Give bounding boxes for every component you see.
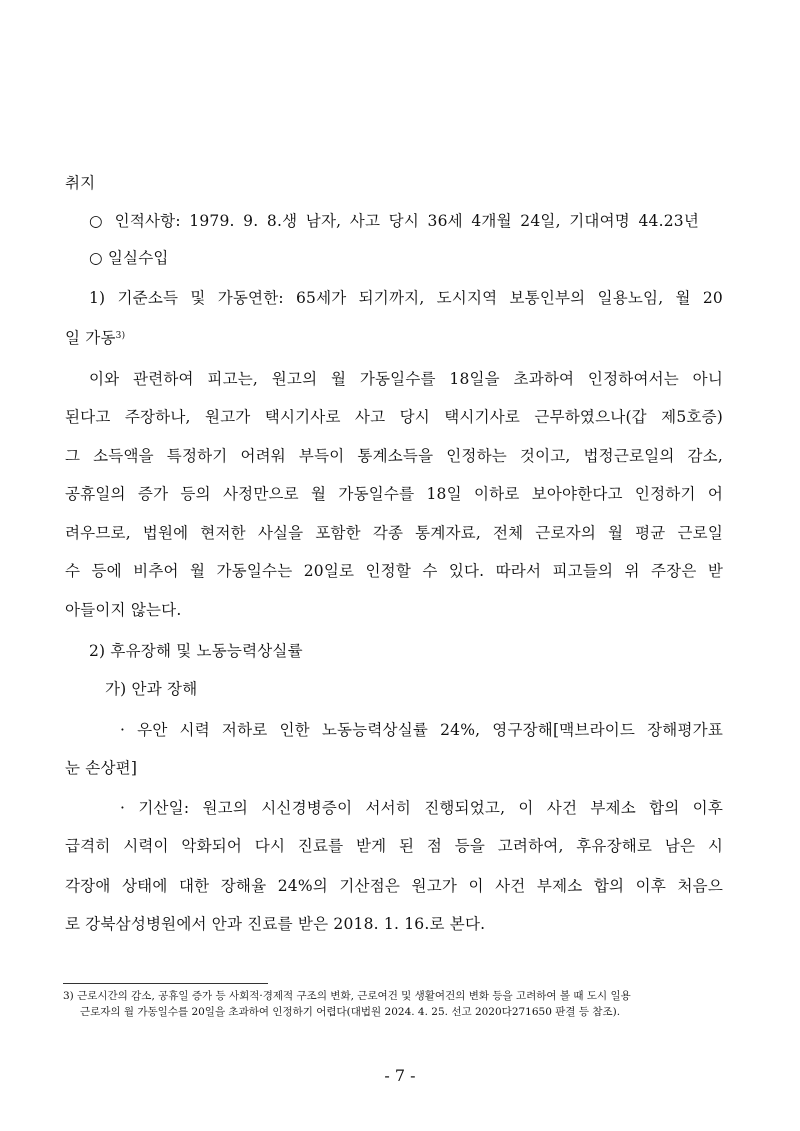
paragraph-line: 1) 기준소득 및 가동연한: 65세가 되기까지, 도시지역 보통인부의 일용노임, 월 20 (89, 289, 723, 307)
subsection-heading: 2) 후유장해 및 노동능력상실률 (89, 642, 303, 660)
section-heading-fragment: 취지 (65, 174, 96, 192)
footnote-divider (63, 983, 268, 984)
lost-income-item: ○ 일실수입 (89, 249, 169, 267)
paragraph-line: 려우므로, 법원에 현저한 사실을 포함한 각종 통계자료, 전체 근로자의 월 평균 근로일 (65, 524, 723, 542)
line-text: 일 가동 (65, 329, 116, 347)
paragraph-line: 이와 관련하여 피고는, 원고의 월 가동일수를 18일을 초과하여 인정하여서는 아니 (89, 370, 723, 388)
bullet-item: · 우안 시력 저하로 인한 노동능력상실률 24%, 영구장해[맥브라이드 장해평가표 (120, 721, 723, 739)
paragraph-line: 로 강북삼성병원에서 안과 진료를 받은 2018. 1. 16.로 본다. (65, 915, 486, 933)
footnote-line: 근로자의 월 가동일수를 20일을 초과하여 인정하기 어렵다(대법원 2024. 4. 25. 선고 2020다271650 판결 등 참조). (80, 1006, 621, 1018)
paragraph-line: 각장애 상태에 대한 장해율 24%의 기산점은 원고가 이 사건 부제소 합의 이후 처음으 (65, 877, 723, 895)
paragraph-line (65, 326, 723, 348)
paragraph-line: 아들이지 않는다. (65, 601, 182, 619)
paragraph-line: 수 등에 비추어 월 가동일수는 20일로 인정할 수 있다. 따라서 피고들의 위 주장은 받 (65, 562, 723, 580)
paragraph-line: 급격히 시력이 악화되어 다시 진료를 받게 된 점 등을 고려하여, 후유장해로 남은 시 (65, 837, 723, 855)
subsection-heading: 가) 안과 장해 (105, 680, 198, 698)
footnote-line: 3) 근로시간의 감소, 공휴일 증가 등 사회적·경제적 구조의 변화, 근로여건 및 생활여건의 변화 등을 고려하여 볼 때 도시 일용 (63, 990, 631, 1002)
paragraph-line: 눈 손상편] (65, 759, 138, 777)
paragraph-line: 공휴일의 증가 등의 사정만으로 월 가동일수를 18일 이하로 보아야한다고 인정하기 어 (65, 485, 723, 503)
paragraph-line: 그 소득액을 특정하기 어려워 부득이 통계소득을 인정하는 것이고, 법정근로일의 감소, (65, 447, 723, 465)
paragraph-line: 된다고 주장하나, 원고가 택시기사로 사고 당시 택시기사로 근무하였으나(갑 제5호증) (65, 408, 723, 426)
personal-info-item: ○ 인적사항: 1979. 9. 8.생 남자, 사고 당시 36세 4개월 24일, 기대여명 44.23년 (89, 212, 699, 230)
page-number: - 7 - (384, 1066, 416, 1085)
footnote-ref: 3) (115, 331, 126, 341)
bullet-item: · 기산일: 원고의 시신경병증이 서서히 진행되었고, 이 사건 부제소 합의 이후 (120, 799, 723, 817)
